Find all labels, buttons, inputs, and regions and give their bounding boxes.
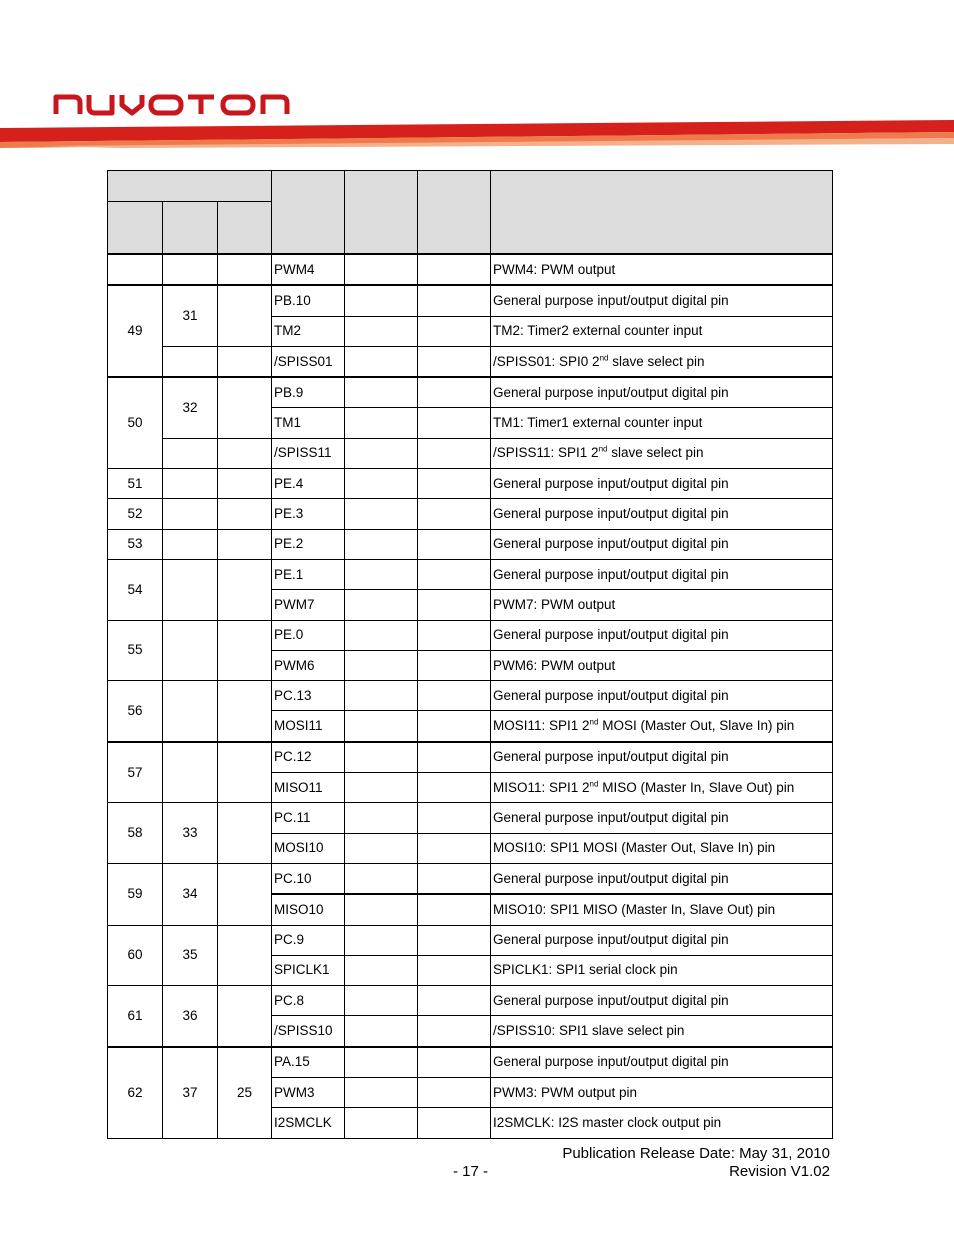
pin-mode-cell [418, 863, 491, 894]
pin-description-cell: PWM6: PWM output [491, 650, 833, 680]
pin-name-cell: PE.4 [272, 469, 345, 499]
pin-description-cell: MOSI11: SPI1 2nd MOSI (Master Out, Slave In) pin [491, 711, 833, 742]
header-lqfp64-cell [108, 202, 163, 255]
pin-type-cell [345, 742, 418, 773]
pin-mode-cell [418, 1047, 491, 1078]
pin-type-cell [345, 955, 418, 985]
pin-mode-cell [418, 559, 491, 589]
pin-type-cell [345, 346, 418, 377]
table-row [108, 1047, 833, 1078]
pin-name-cell: /SPISS11 [272, 438, 345, 468]
pin-48-cell: 35 [163, 925, 218, 986]
pin-description-cell: General purpose input/output digital pin [491, 377, 833, 408]
pin-33-cell [218, 986, 272, 1047]
pin-33-cell [218, 559, 272, 620]
pin-33-cell [218, 377, 272, 438]
pin-33-cell [218, 499, 272, 529]
table-row [108, 346, 833, 377]
pin-type-cell [345, 650, 418, 680]
pin-64-cell: 50 [108, 377, 163, 468]
pin-mode-cell [418, 254, 491, 285]
pin-33-cell [218, 863, 272, 925]
publication-release-date: Publication Release Date: May 31, 2010 [562, 1145, 830, 1162]
pin-type-cell [345, 377, 418, 408]
pin-mode-cell [418, 773, 491, 803]
pin-mode-cell [418, 408, 491, 438]
pin-64-cell: 54 [108, 559, 163, 620]
pin-48-cell [163, 499, 218, 529]
pin-name-cell: MISO11 [272, 773, 345, 803]
header-mode-cell [418, 171, 491, 255]
pin-name-cell: /SPISS01 [272, 346, 345, 377]
pin-type-cell [345, 316, 418, 346]
pin-type-cell [345, 1047, 418, 1078]
pin-type-cell [345, 773, 418, 803]
pin-type-cell [345, 863, 418, 894]
pin-mode-cell [418, 285, 491, 316]
pin-type-cell [345, 590, 418, 620]
pin-64-cell: 62 [108, 1047, 163, 1138]
header-pin-no-cell [108, 171, 272, 202]
pin-mode-cell [418, 620, 491, 650]
table-row [108, 438, 833, 468]
pin-33-cell [218, 469, 272, 499]
pin-description-cell: TM2: Timer2 external counter input [491, 316, 833, 346]
pin-name-cell: SPICLK1 [272, 955, 345, 985]
pin-64-cell: 57 [108, 742, 163, 803]
pin-name-cell: PWM4 [272, 254, 345, 285]
pin-33-cell [218, 285, 272, 346]
pin-64-cell: 60 [108, 925, 163, 986]
pin-name-cell: PA.15 [272, 1047, 345, 1078]
header-banner [0, 118, 954, 148]
pin-48-cell [163, 346, 218, 377]
pin-description-cell: General purpose input/output digital pin [491, 925, 833, 955]
pin-64-cell: 58 [108, 803, 163, 864]
pin-description-cell: MISO11: SPI1 2nd MISO (Master In, Slave Out) pin [491, 773, 833, 803]
pin-name-cell: PC.9 [272, 925, 345, 955]
table-row [108, 925, 833, 955]
pin-description-cell: PWM4: PWM output [491, 254, 833, 285]
header-row [108, 171, 833, 202]
nuvoton-logo-mark [52, 92, 310, 116]
pin-type-cell [345, 986, 418, 1016]
pin-mode-cell [418, 833, 491, 863]
revision-label: Revision V1.02 [729, 1163, 830, 1180]
pin-type-cell [345, 1078, 418, 1108]
pin-mode-cell [418, 742, 491, 773]
header-name-cell [272, 171, 345, 255]
pin-name-cell: PE.2 [272, 529, 345, 559]
pin-description-cell: TM1: Timer1 external counter input [491, 408, 833, 438]
pin-48-cell [163, 469, 218, 499]
pin-description-cell: General purpose input/output digital pin [491, 1047, 833, 1078]
pin-mode-cell [418, 681, 491, 711]
table-row [108, 742, 833, 773]
pin-48-cell: 34 [163, 863, 218, 925]
pin-description-cell: MOSI10: SPI1 MOSI (Master Out, Slave In) pin [491, 833, 833, 863]
pin-name-cell: PE.1 [272, 559, 345, 589]
pin-mode-cell [418, 986, 491, 1016]
table-row [108, 803, 833, 833]
pin-name-cell: MISO10 [272, 894, 345, 925]
pin-33-cell [218, 254, 272, 285]
page-number: - 17 - [453, 1163, 489, 1180]
pin-name-cell: PC.8 [272, 986, 345, 1016]
pin-description-cell: General purpose input/output digital pin [491, 559, 833, 589]
pin-name-cell: PE.3 [272, 499, 345, 529]
pin-description-cell: /SPISS10: SPI1 slave select pin [491, 1016, 833, 1047]
pin-description-cell: SPICLK1: SPI1 serial clock pin [491, 955, 833, 985]
pin-64-cell: 53 [108, 529, 163, 559]
pin-description-cell: General purpose input/output digital pin [491, 863, 833, 894]
pin-name-cell: MOSI11 [272, 711, 345, 742]
pin-description-cell: General purpose input/output digital pin [491, 803, 833, 833]
table-row [108, 499, 833, 529]
pin-description-cell: /SPISS11: SPI1 2nd slave select pin [491, 438, 833, 468]
table-row [108, 863, 833, 894]
header-description-cell [491, 171, 833, 255]
pin-mode-cell [418, 1078, 491, 1108]
pin-type-cell [345, 711, 418, 742]
table-row [108, 986, 833, 1016]
pin-mode-cell [418, 894, 491, 925]
pin-64-cell: 51 [108, 469, 163, 499]
pin-name-cell: TM2 [272, 316, 345, 346]
pin-description-cell: General purpose input/output digital pin [491, 681, 833, 711]
table-row [108, 377, 833, 408]
pin-48-cell: 36 [163, 986, 218, 1047]
pin-description-cell: General purpose input/output digital pin [491, 986, 833, 1016]
pin-name-cell: I2SMCLK [272, 1108, 345, 1138]
pin-description-cell: General purpose input/output digital pin [491, 469, 833, 499]
pin-name-cell: PC.10 [272, 863, 345, 894]
pin-name-cell: PC.12 [272, 742, 345, 773]
pin-mode-cell [418, 711, 491, 742]
pin-name-cell: PC.11 [272, 803, 345, 833]
pin-type-cell [345, 499, 418, 529]
pin-description-cell: General purpose input/output digital pin [491, 285, 833, 316]
pin-mode-cell [418, 955, 491, 985]
pin-name-cell: PWM6 [272, 650, 345, 680]
pin-33-cell [218, 438, 272, 468]
pin-48-cell [163, 254, 218, 285]
pin-type-cell [345, 559, 418, 589]
pin-33-cell [218, 925, 272, 986]
pin-mode-cell [418, 469, 491, 499]
table-row [108, 559, 833, 589]
pin-type-cell [345, 894, 418, 925]
pin-type-cell [345, 925, 418, 955]
pin-name-cell: PB.9 [272, 377, 345, 408]
pin-33-cell [218, 620, 272, 681]
pin-name-cell: PWM7 [272, 590, 345, 620]
pin-type-cell [345, 803, 418, 833]
pin-48-cell: 33 [163, 803, 218, 864]
pin-48-cell: 31 [163, 285, 218, 346]
pin-64-cell [108, 254, 163, 285]
pin-mode-cell [418, 499, 491, 529]
pin-type-cell [345, 438, 418, 468]
pin-description-cell: MISO10: SPI1 MISO (Master In, Slave Out) pin [491, 894, 833, 925]
pin-type-cell [345, 254, 418, 285]
pin-mode-cell [418, 1108, 491, 1138]
pin-type-cell [345, 1016, 418, 1047]
pin-33-cell [218, 742, 272, 803]
pin-type-cell [345, 681, 418, 711]
pin-64-cell: 49 [108, 285, 163, 377]
pin-mode-cell [418, 377, 491, 408]
pin-64-cell: 61 [108, 986, 163, 1047]
nuvoton-logo [52, 92, 310, 116]
pin-description-cell: General purpose input/output digital pin [491, 529, 833, 559]
pin-name-cell: MOSI10 [272, 833, 345, 863]
pin-64-cell: 55 [108, 620, 163, 681]
pin-type-cell [345, 529, 418, 559]
pin-48-cell [163, 681, 218, 742]
pin-description-cell: PWM7: PWM output [491, 590, 833, 620]
header-swoosh [0, 118, 954, 148]
pin-mode-cell [418, 1016, 491, 1047]
pin-mode-cell [418, 803, 491, 833]
pin-description-cell: PWM3: PWM output pin [491, 1078, 833, 1108]
pin-48-cell [163, 742, 218, 803]
pin-description-cell: /SPISS01: SPI0 2nd slave select pin [491, 346, 833, 377]
pin-48-cell [163, 620, 218, 681]
header-qfn33-cell [218, 202, 272, 255]
pin-64-cell: 56 [108, 681, 163, 742]
pin-type-cell [345, 408, 418, 438]
pin-name-cell: PC.13 [272, 681, 345, 711]
header-type-cell [345, 171, 418, 255]
pin-mode-cell [418, 590, 491, 620]
pin-48-cell [163, 438, 218, 468]
pin-name-cell: PWM3 [272, 1078, 345, 1108]
pin-name-cell: PB.10 [272, 285, 345, 316]
pin-48-cell [163, 529, 218, 559]
pin-description-table [107, 170, 833, 1139]
pin-mode-cell [418, 925, 491, 955]
pin-48-cell: 37 [163, 1047, 218, 1138]
table-row [108, 681, 833, 711]
pin-type-cell [345, 833, 418, 863]
table-row [108, 620, 833, 650]
table-row [108, 469, 833, 499]
pin-33-cell [218, 681, 272, 742]
pin-type-cell [345, 285, 418, 316]
pin-description-cell: General purpose input/output digital pin [491, 499, 833, 529]
pin-description-cell: General purpose input/output digital pin [491, 620, 833, 650]
pin-64-cell: 52 [108, 499, 163, 529]
pin-mode-cell [418, 650, 491, 680]
header-lqfp48-cell [163, 202, 218, 255]
pin-64-cell: 59 [108, 863, 163, 925]
pin-48-cell [163, 559, 218, 620]
pin-mode-cell [418, 529, 491, 559]
table-row [108, 254, 833, 285]
pin-mode-cell [418, 316, 491, 346]
pin-name-cell: /SPISS10 [272, 1016, 345, 1047]
pin-mode-cell [418, 346, 491, 377]
table-row [108, 529, 833, 559]
pin-33-cell: 25 [218, 1047, 272, 1138]
pin-name-cell: PE.0 [272, 620, 345, 650]
pin-33-cell [218, 803, 272, 864]
pin-description-cell: General purpose input/output digital pin [491, 742, 833, 773]
pin-mode-cell [418, 438, 491, 468]
pin-48-cell: 32 [163, 377, 218, 438]
pin-name-cell: TM1 [272, 408, 345, 438]
pin-description-cell: I2SMCLK: I2S master clock output pin [491, 1108, 833, 1138]
pin-type-cell [345, 620, 418, 650]
pin-type-cell [345, 1108, 418, 1138]
pin-33-cell [218, 529, 272, 559]
pin-type-cell [345, 469, 418, 499]
table-row [108, 285, 833, 316]
pin-33-cell [218, 346, 272, 377]
